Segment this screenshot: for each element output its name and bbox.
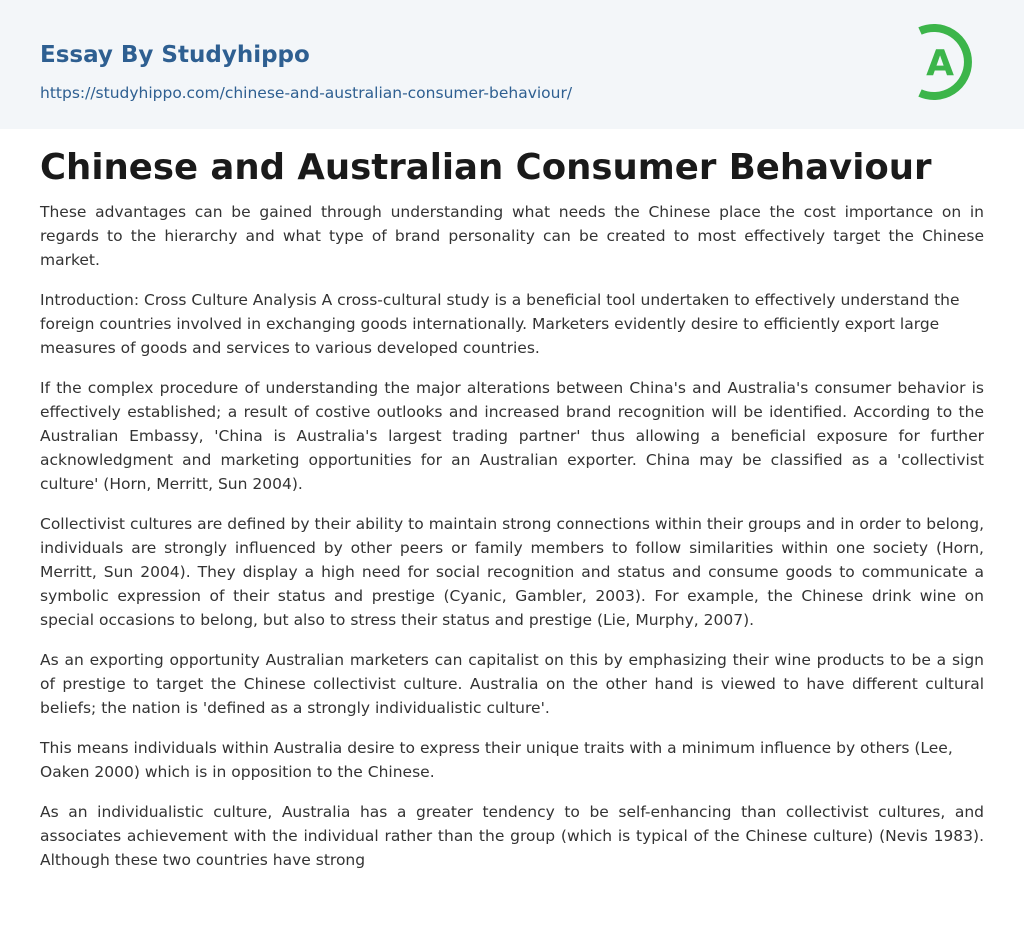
essay-url-link[interactable]: https://studyhippo.com/chinese-and-australian-consumer-behaviour/ [40, 84, 573, 102]
article-paragraph-3: If the complex procedure of understanding the major alterations between China's and Australia's consumer behavior is effectively established; a result of costive outlooks and increased brand recognition will be identified. According to the Australian Embassy, 'China is Australia's largest trading partner' thus allowing a beneficial exposure for further acknowledgment and marketing opportunities for an Australian exporter. China may be classified as a 'collectivist culture' (Horn, Merritt, Sun 2004). [40, 379, 984, 493]
logo-letter: A [926, 43, 954, 84]
article-paragraph-5: As an exporting opportunity Australian marketers can capitalist on this by emphasizing their wine products to be a sign of prestige to target the Chinese collectivist culture. Australia on the other hand is viewed to have different cultural beliefs; the nation is 'defined as a strongly individualistic culture'. [40, 651, 984, 717]
site-title: Essay By Studyhippo [40, 42, 310, 68]
article-paragraph-7: As an individualistic culture, Australia has a greater tendency to be self-enhancing than collectivist cultures, and associates achievement with the individual rather than the group (which is typical of the Chinese culture) (Nevis 1983). Although these two countries have strong [40, 803, 984, 869]
article-paragraph-6: This means individuals within Australia desire to express their unique traits with a minimum influence by others (Lee, Oaken 2000) which is in opposition to the Chinese. [40, 739, 953, 781]
page-title: Chinese and Australian Consumer Behaviour [40, 147, 932, 188]
article-paragraph-4: Collectivist cultures are defined by their ability to maintain strong connections within their groups and in order to belong, individuals are strongly influenced by other peers or family members to follow similarities within one society (Horn, Merritt, Sun 2004). They display a high need for social recognition and status and consume goods to communicate a symbolic expression of their status and prestige (Cyanic, Gambler, 2003). For example, the Chinese drink wine on special occasions to belong, but also to stress their status and prestige (Lie, Murphy, 2007). [40, 515, 984, 629]
article-paragraph-2: Introduction: Cross Culture Analysis A cross-cultural study is a beneficial tool undertaken to effectively understand the foreign countries involved in exchanging goods internationally. Marketers evidently desire to efficiently export large measures of goods and services to various developed countries. [40, 291, 960, 357]
article-body [40, 200, 984, 888]
article-paragraph-1: These advantages can be gained through understanding what needs the Chinese place the cost importance on in regards to the hierarchy and what type of brand personality can be created to most effectively target the Chinese market. [40, 203, 984, 269]
